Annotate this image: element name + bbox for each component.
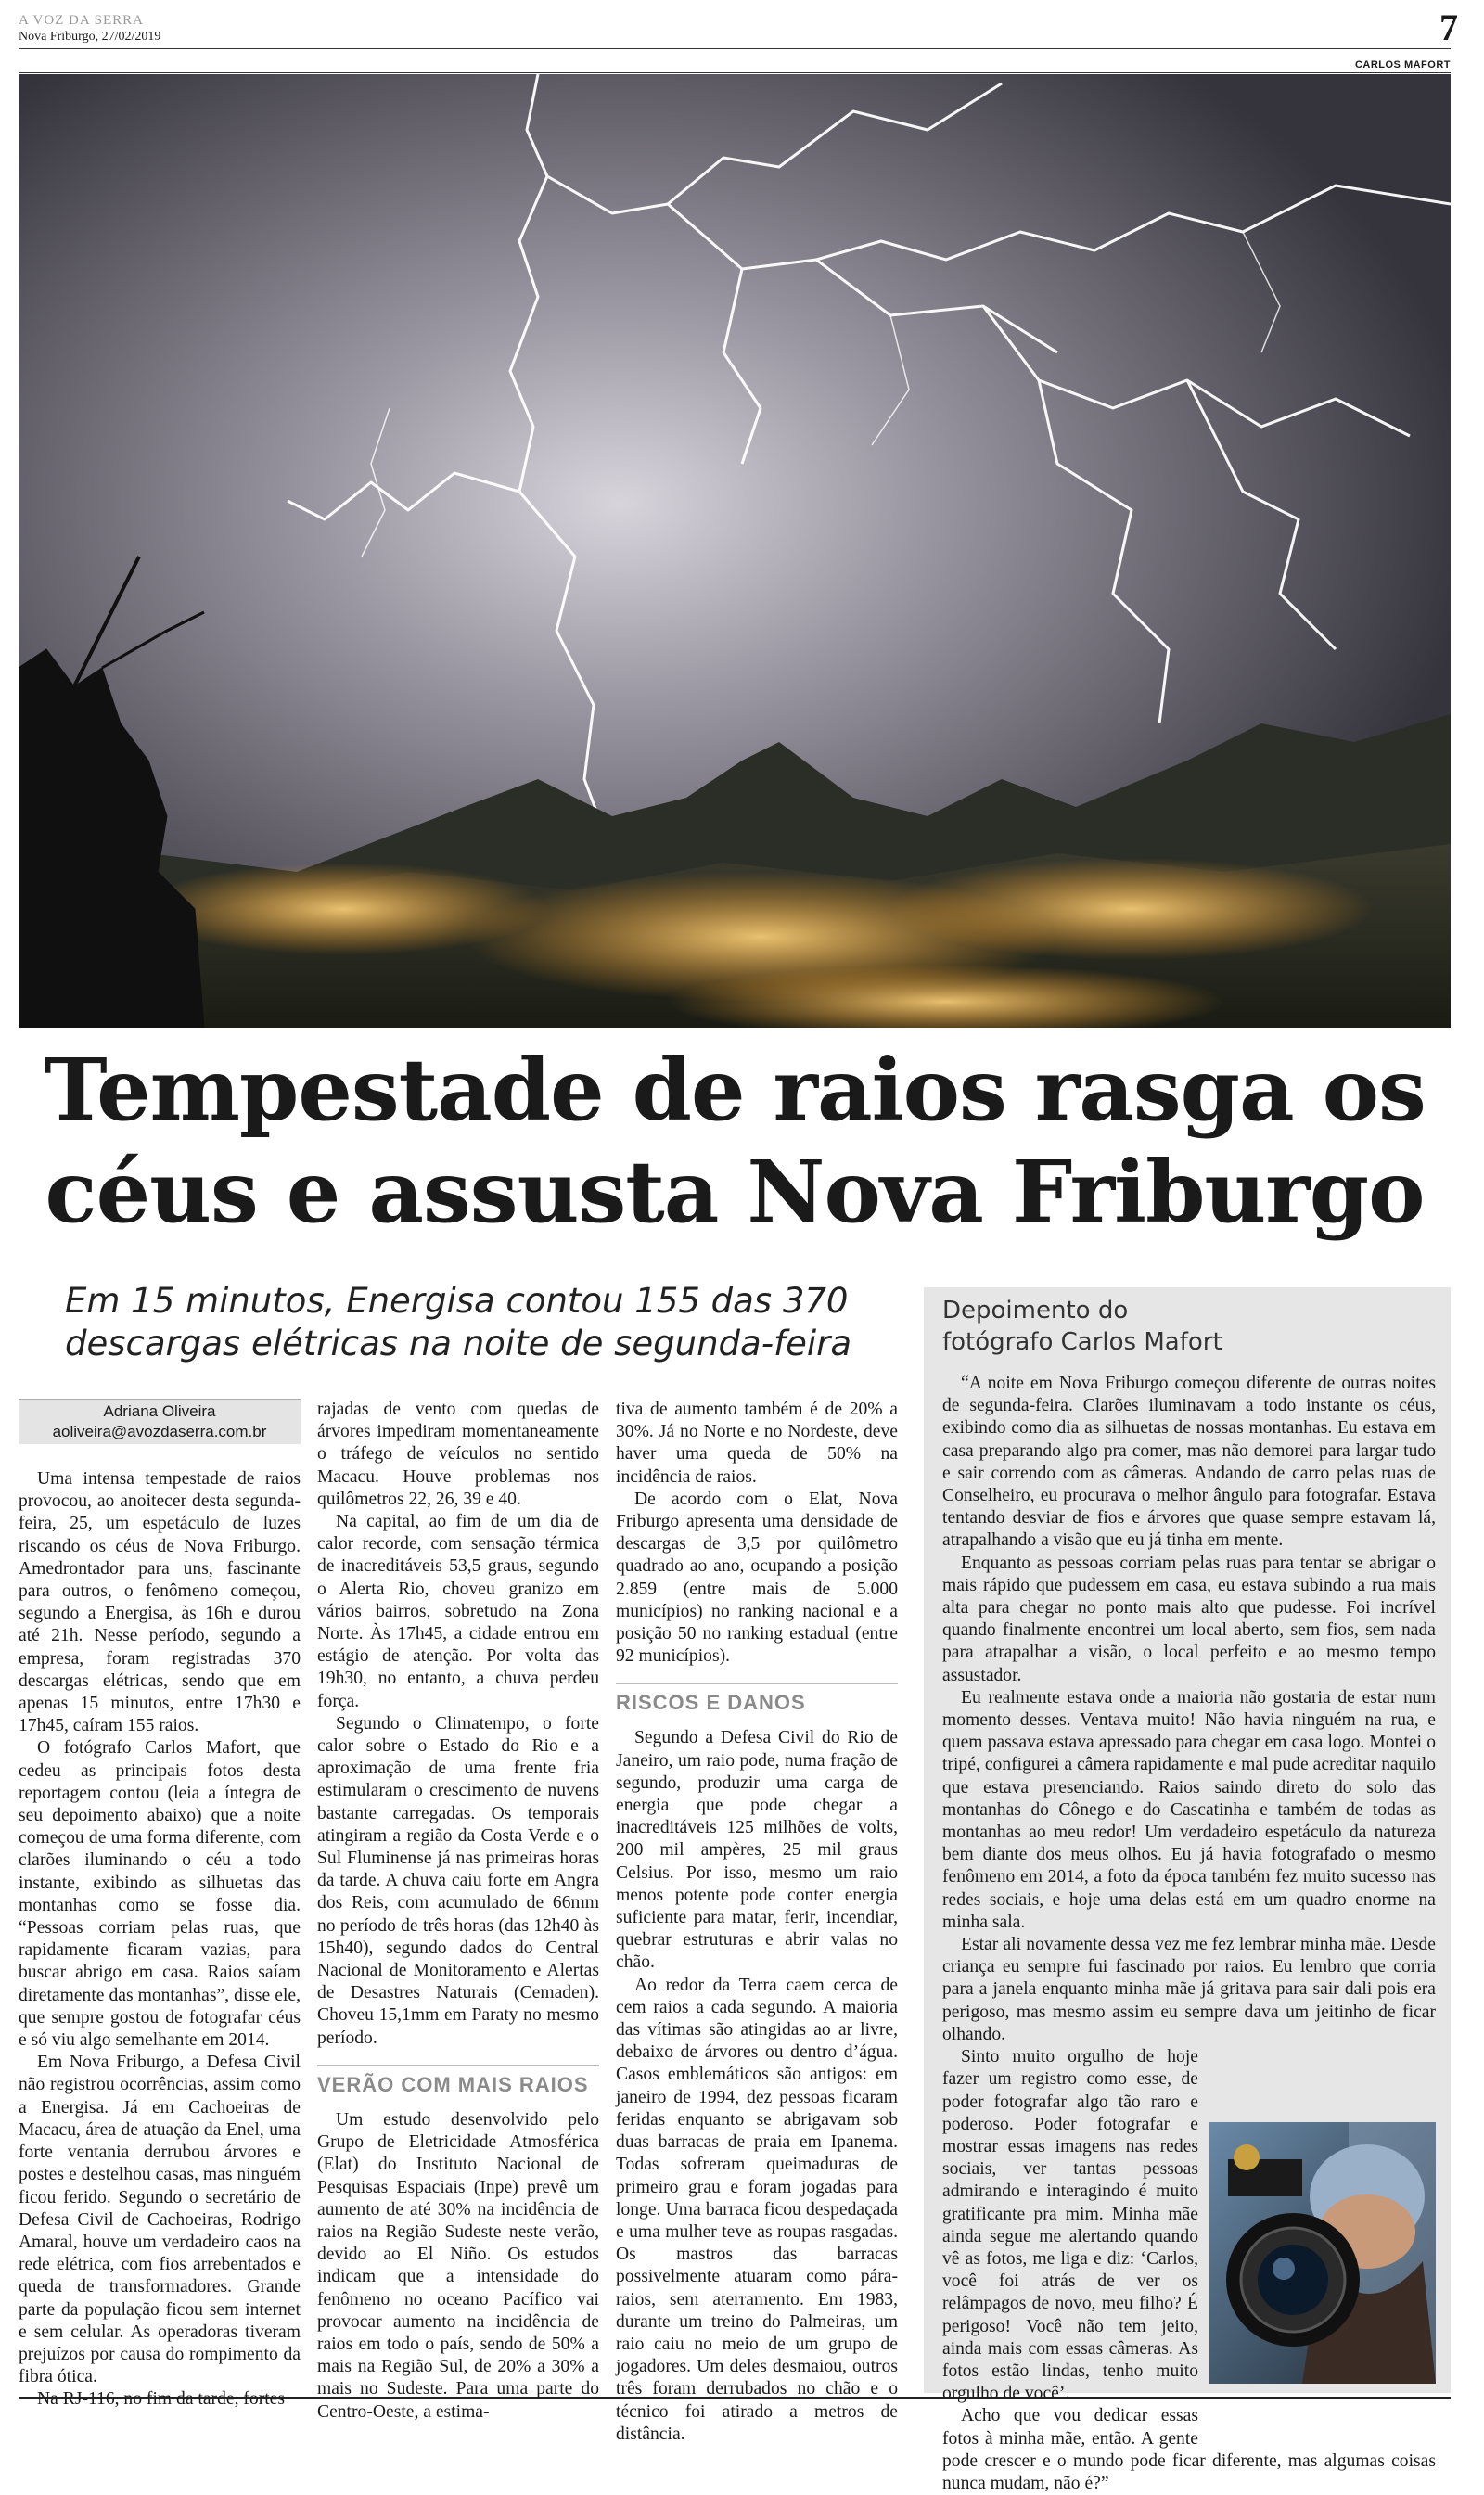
deck-subtitle (65, 1280, 900, 1365)
article-body (19, 1399, 909, 2444)
byline-email[interactable]: aoliveira@avozdaserra.com.br (52, 1423, 267, 1440)
masthead (19, 13, 160, 45)
paragraph: O fotógrafo Carlos Mafort, que cedeu as principais fotos desta reportagem contou (leia a íntegra de seu depoimento abaixo) que a noite começou de uma forma diferente, com clarões iluminando o céu a todo instante, exibindo as silhuetas das montanhas como se fosse dia. “Pessoas corriam pelas ruas, que rapidamente ficaram vazias, para buscar abrigo em casa. Raios saíam diretamente das montanhas”, disse ele, que sempre gostou de fotografar céus e só viu algo semelhante em 2014. (19, 1738, 301, 2051)
sidebar-title (942, 1295, 1222, 1358)
sidebar-paragraph: Eu realmente estava onde a maioria não gostaria de estar num momento desses. Ventava muito! Não havia ninguém na rua, e quem passava estava apressado para chegar em casa logo. Montei o tripé, configurei a câmera rapidamente e mal pude acreditar naquilo que estava presenciando. Raios saindo direto do solo das montanhas do Cônego e do Cascatinha e também de todas as montanhas ao meu redor! Um verdadeiro espetáculo da natureza bem diante dos meus olhos. Eu já havia fotografado o mesmo fenômeno em 2014, a foto da época também fez muito sucesso nas redes sociais, e hoje uma delas está em um quadro enorme na minha sala. (942, 1687, 1436, 1932)
byline-author: Adriana Oliveira (103, 1402, 216, 1420)
paragraph: Ao redor da Terra caem cerca de cem raios a cada segundo. A maioria das vítimas são atingidas ao ar livre, debaixo de árvores ou dentro d’água. Casos emblemáticos são antigos: em janeiro de 1994, dez pessoas ficaram feridas enquanto se abrigavam sob duas barracas de praia em Ipanema. Todas sofreram queimaduras de primeiro grau e foram jogadas para longe. Uma barraca ficou despedaçada e uma mulher teve as roupas rasgadas. Os mastros das barracas possivelmente atuaram como pára-raios, sem aterramento. Em 1983, durante um treino do Palmeiras, um raio caiu no meio de um grupo de jogadores. Um deles desmaiou, outros três foram derrubados no chão e o técnico foi atirado a metros de distância. (616, 1975, 898, 2444)
deck-line-2: descargas elétricas na noite de segunda-feira (65, 1324, 852, 1363)
article-column-1 (19, 1399, 301, 2412)
sidebar-title-line-1: Depoimento do (942, 1297, 1129, 1324)
headline (19, 1039, 1451, 1243)
footer-rule (19, 2397, 1451, 2399)
byline (19, 1399, 301, 1444)
article-column-3 (616, 1399, 898, 2446)
paragraph: Uma intensa tempestade de raios provocou, ao anoitecer desta segunda-feira, 25, um espetáculo de luzes riscando os céus de Nova Friburgo. Amedrontador para uns, fascinante para outros, o fenômeno começou, segundo a Energisa, às 16h e durou até 21h. Nesse período, segundo a empresa, foram registradas 370 descargas elétricas, sendo que em apenas 15 minutos, entre 17h30 e 17h45, caíram 155 raios. (19, 1469, 301, 1736)
photographer-portrait (1209, 2122, 1436, 2384)
sidebar-paragraph: Sinto muito orgulho de hoje fazer um registro como esse, de poder fotografar algo tão raro e poderoso. Poder fotografar e mostrar essas imagens nas redes sociais, ver tantas pessoas admirando e interagindo é muito gratificante pra mim. Minha mãe ainda segue me alertando quando vê as fotos, me liga e diz: ‘Carlos, você foi atrás de ver os relâmpagos de novo, meu filho? É perigoso! Você não tem jeito, ainda mais com essas câmeras. As fotos estão lindas, tenho muito orgulho de você’. (942, 2047, 1198, 2404)
sidebar-paragraph: Estar ali novamente dessa vez me fez lembrar minha mãe. Desde criança eu sempre fui fascinado por raios. Eu lembro que corria para a janela enquanto minha mãe já gritava para sair dali pois era perigoso, mas mesmo assim eu sempre dava um jeitinho de ficar olhando. (942, 1935, 1436, 2044)
subhead-riscos-e-danos: RISCOS E DANOS (616, 1683, 898, 1714)
paragraph: Na capital, ao fim de um dia de calor recorde, com sensação térmica de inacreditáveis 53,5 graus, segundo o Alerta Rio, choveu granizo em vários bairros, sobretudo na Zona Norte. Às 17h45, a cidade entrou em estágio de atenção. Por volta das 19h30, no entanto, a chuva perdeu força. (317, 1512, 599, 1711)
sidebar-paragraph: “A noite em Nova Friburgo começou diferente de outras noites de segunda-feira. Clarões iluminavam a todo instante os céus, exibindo como dia as silhuetas de nossas montanhas. Eu estava em casa preparando algo pra comer, mas não demorei para largar tudo e sair correndo com as câmeras. Andando de carro pelas ruas de Conselheiro, eu procurava o melhor ângulo para fotografar. Estava tentando desviar de fios e árvores que quase sempre estavam lá, atrapalhando a visão que eu já tinha em mente. (942, 1374, 1436, 1551)
paragraph: De acordo com o Elat, Nova Friburgo apresenta uma densidade de descargas de 3,5 por quilômetro quadrado ao ano, ocupando a posição 2.859 (entre mais de 5.000 municípios) no ranking nacional e a posição 50 no ranking estadual (entre 92 municípios). (616, 1489, 898, 1667)
header-rule (19, 48, 1451, 49)
subhead-verao-com-mais-raios: VERÃO COM MAIS RAIOS (317, 2065, 599, 2096)
photographer-with-camera-illustration (1209, 2122, 1436, 2384)
paragraph: Segundo a Defesa Civil do Rio de Janeiro, um raio pode, numa fração de segundo, produzir uma carga de energia que pode chegar a inacreditáveis 125 milhões de volts, 200 mil ampères, 25 mil graus Celsius. Por isso, mesmo um raio menos potente pode conter energia suficiente para matar, ferir, incendiar, quebrar estruturas e abrir valas no chão. (616, 1728, 898, 1973)
sidebar-paragraph: Enquanto as pessoas corriam pelas ruas para tentar se abrigar o mais rápido que pudessem em casa, eu estava subindo a rua mais alta para chegar no ponto mais alto que pudesse. Foi incrível quando finalmente encontrei um local aberto, sem fios, sem nada para atrapalhar a visão, o local perfeito e ao mesmo tempo assustador. (942, 1553, 1436, 1685)
credit-rule (19, 72, 1451, 73)
photo-credit: CARLOS MAFORT (1354, 59, 1451, 70)
paragraph: Em Nova Friburgo, a Defesa Civil não registrou ocorrências, assim como a Energisa. Já em Cachoeiras de Macacu, área de atuação da Enel, uma forte ventania derrubou árvores e postes e destelhou casas, mas ninguém ficou ferido. Segundo o secretário de Defesa Civil de Cachoeiras, Rodrigo Amaral, houve um verdadeiro caos na rede elétrica, com fios arrebentados e queda de transformadores. Grande parte da população ficou sem internet e sem celular. As operadoras tiveram prejuízos por causa do rompimento da fibra ótica. (19, 2053, 301, 2387)
deck-line-1: Em 15 minutos, Energisa contou 155 das 370 (65, 1281, 849, 1321)
paragraph: Um estudo desenvolvido pelo Grupo de Eletricidade Atmosférica (Elat) do Instituto Nacional de Pesquisas Espaciais (Inpe) prevê um aumento de até 30% na incidência de raios na Região Sudeste neste verão, devido ao El Niño. Os estudos indicam que a intensidade do fenômeno no oceano Pacífico vai provocar aumento na incidência de raios em todo o país, sendo de 50% a mais na Região Sul, de 20% a 30% a mais no Sudeste. Para uma parte do Centro-Oeste, a estima- (317, 2109, 599, 2422)
sidebar-title-line-2: fotógrafo Carlos Mafort (942, 1328, 1222, 1356)
article-column-2 (317, 1399, 599, 2424)
testimonial-sidebar (924, 1287, 1451, 2493)
sidebar-paragraph: Acho que vou dedicar essas fotos à minha mãe, então. A gente pode crescer e o mundo pode ficar diferente, mas algumas coisas nunca mudam, não é?” (942, 2406, 1436, 2493)
lightning-storm-illustration (19, 74, 1451, 1028)
newspaper-brand: A VOZ DA SERRA (19, 13, 144, 28)
paragraph: Na RJ-116, no fim da tarde, fortes (37, 2389, 285, 2410)
paragraph: Segundo o Climatempo, o forte calor sobre o Estado do Rio e a aproximação de uma frente fria estimularam o crescimento de nuvens bastante carregadas. Os temporais atingiram a região da Costa Verde e o Sul Fluminense já nas primeiras horas da tarde. A chuva caiu forte em Angra dos Reis, com acumulado de 66mm no período de três horas (das 12h40 às 15h40), segundo dados do Central Nacional de Monitoramento e Alertas de Desastres Naturais (Cemaden). Choveu 15,1mm em Paraty no mesmo período. (317, 1713, 599, 2048)
paragraph: rajadas de vento com quedas de árvores impediram momentaneamente o tráfego de veículos no sentido Macacu. Houve problemas nos quilômetros 22, 26, 39 e 40. (317, 1400, 599, 1509)
lightning-storm-photo (19, 74, 1451, 1028)
headline-line-1: Tempestade de raios rasga os (44, 1040, 1426, 1140)
edition-date: Nova Friburgo, 27/02/2019 (19, 30, 161, 44)
page-number: 7 (1439, 6, 1458, 48)
paragraph: tiva de aumento também é de 20% a 30%. Já no Norte e no Nordeste, deve haver uma queda de 50% na incidência de raios. (616, 1400, 898, 1487)
headline-line-2: céus e assusta Nova Friburgo (45, 1142, 1425, 1242)
